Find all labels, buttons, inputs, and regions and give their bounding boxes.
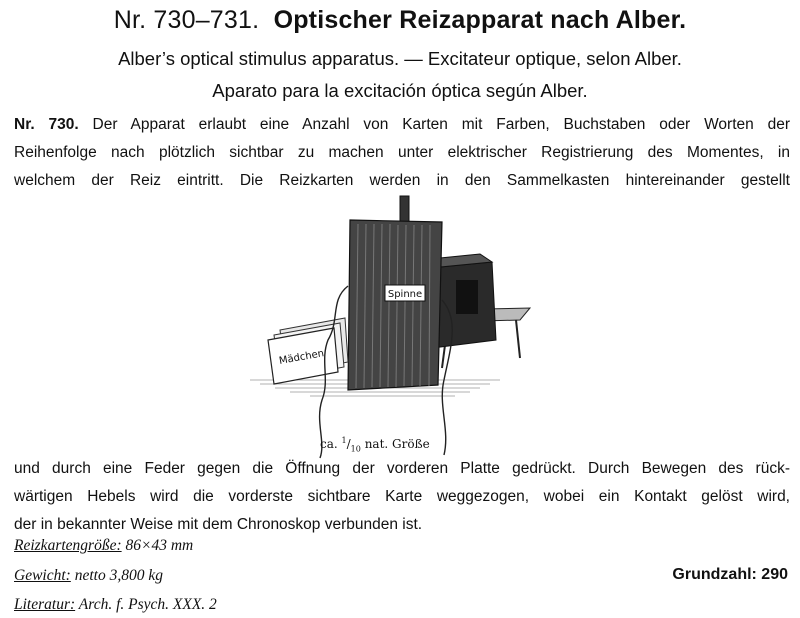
- text-line: und durch eine Feder gegen die Öffnung der vorderen Platte gedrückt. Durch Bewegen des rück-: [14, 460, 790, 477]
- item-label: Nr. 730.: [14, 116, 79, 133]
- description-part-1: [14, 111, 790, 195]
- literature: Literatur: Arch. f. Psych. XXX. 2: [14, 596, 217, 613]
- subtitle-en-fr: Alber’s optical stimulus apparatus. — Excitateur optique, selon Alber.: [118, 48, 682, 69]
- base-number: Grundzahl: 290: [672, 566, 788, 583]
- page-title: [0, 6, 800, 35]
- card-stack: [268, 318, 348, 384]
- front-card-label: Spinne: [387, 289, 423, 300]
- text-line: welchem der Reiz eintritt. Die Reizkarten werden in den Sammelkasten hintereinander gestellt: [14, 172, 790, 189]
- text-line: Reihenfolge nach plötzlich sichtbar zu machen unter elektrischer Registrierung des Momentes, in: [14, 144, 790, 161]
- item-title: Optischer Reizapparat nach Alber.: [273, 6, 687, 34]
- side-card-label: Mädchen: [278, 348, 325, 367]
- description-part-2: [14, 455, 790, 539]
- text-line: wärtigen Hebels wird die vorderste sichtbare Karte weggezogen, wobei ein Kontakt gelöst wird,: [14, 488, 790, 505]
- apparatus-illustration: [230, 190, 560, 460]
- item-number: Nr. 730–731.: [113, 6, 260, 34]
- apparatus-drawing: [230, 190, 560, 460]
- text-line: der in bekannter Weise mit dem Chronoskop verbunden ist.: [14, 516, 423, 533]
- card-size: Reizkartengröße: 86×43 mm: [14, 537, 194, 554]
- subtitle-es: Aparato para la excitación óptica según Alber.: [212, 80, 588, 101]
- figure-caption: ca. $^1/_{10}$ nat. Größe: [320, 436, 430, 454]
- text-line: Der Apparat erlaubt eine Anzahl von Karten mit Farben, Buchstaben oder Worten der: [92, 116, 790, 133]
- weight: Gewicht: netto 3,800 kg: [14, 567, 163, 584]
- front-plate: [348, 220, 442, 390]
